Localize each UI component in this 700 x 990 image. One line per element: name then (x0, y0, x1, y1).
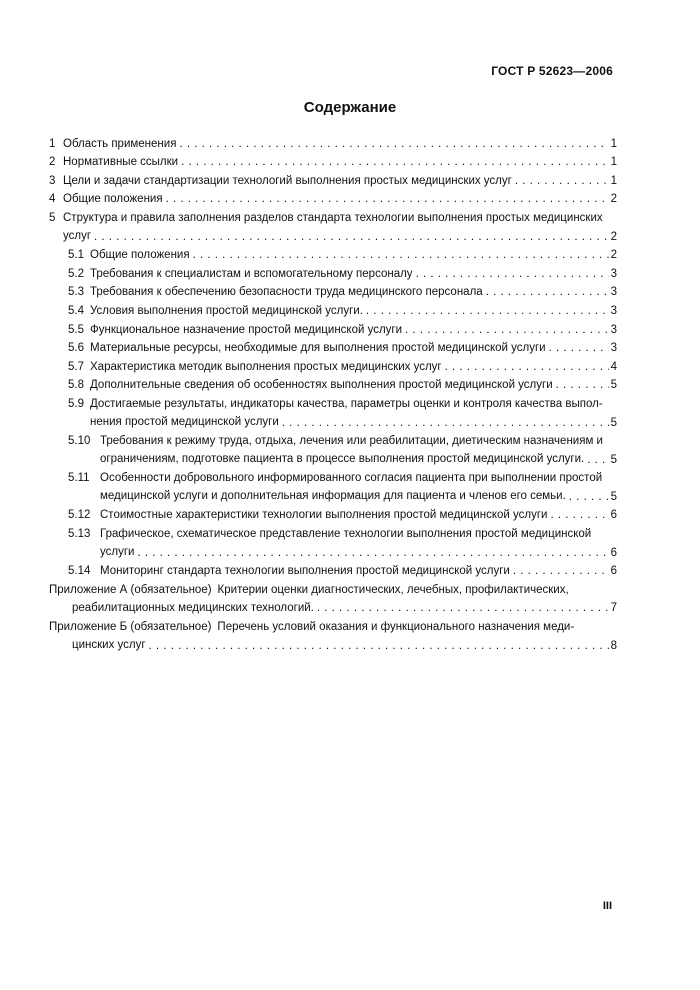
toc-entry-page: 2 (610, 249, 617, 262)
toc-entry-title: Дополнительные сведения об особенностях выполнения простой медицинской услуги (90, 379, 553, 392)
toc-entry[interactable] (49, 524, 617, 561)
toc-entry[interactable] (49, 171, 617, 190)
toc-entry-page: 3 (610, 304, 617, 317)
toc-entry-page: 5 (610, 379, 617, 392)
toc-entry-title: Условия выполнения простой медицинской услуги. (90, 304, 363, 317)
toc-entry-title: Характеристика методик выполнения простых медицинских услуг (90, 360, 442, 373)
toc-entry-title: Нормативные ссылки (63, 156, 179, 169)
toc-entry-title-continued: реабилитационных медицинских технологий. (72, 601, 314, 614)
toc-entry-title: Общие положения (90, 249, 190, 262)
toc-entry[interactable] (49, 264, 617, 283)
toc-entry-page: 8 (610, 639, 617, 652)
toc-entry-number: 5 (49, 211, 56, 224)
toc-entry-number: 5.5 (68, 323, 84, 336)
toc-entry[interactable] (49, 339, 617, 358)
toc-entry-number: 5.7 (68, 360, 84, 373)
toc-entry-title-continued: услуги (100, 546, 135, 559)
toc-entry-number: 5.8 (68, 379, 84, 392)
toc-entry-page: 5 (610, 490, 617, 503)
toc-entry-title: Общие положения (63, 193, 163, 206)
toc-entry-number: 2 (49, 156, 56, 169)
toc-entry-title: Особенности добровольного информированного согласия пациента при выполнении простой (100, 472, 603, 485)
toc-entry[interactable] (49, 246, 617, 265)
toc-entry-title: Перечень условий оказания и функционального назначения меди- (217, 621, 575, 634)
toc-entry-appendix[interactable] (49, 617, 617, 654)
toc-entry[interactable] (49, 190, 617, 209)
toc-entry-number: 5.2 (68, 267, 84, 280)
toc-entry-page: 6 (610, 546, 617, 559)
toc-entry[interactable] (49, 432, 617, 469)
toc-entry-page: 3 (610, 267, 617, 280)
toc-entry-title: Требования к обеспечению безопасности труда медицинского персонала (90, 286, 483, 299)
toc-entry[interactable] (49, 376, 617, 395)
toc-entry-page: 6 (610, 565, 617, 578)
toc-entry-title-continued: услуг (63, 229, 92, 242)
toc-entry-title-continued: нения простой медицинской услуги (90, 415, 279, 428)
toc-entry-title: Стоимостные характеристики технологии выполнения простой медицинской услуги (100, 509, 548, 522)
document-code: ГОСТ Р 52623—2006 (491, 64, 613, 78)
toc-entry-page: 7 (610, 602, 617, 615)
toc-entry-page: 3 (610, 342, 617, 355)
toc-entry-title: Функциональное назначение простой медицинской услуги (90, 323, 403, 336)
toc-entry-number: Приложение А (обязательное) (49, 583, 212, 596)
toc-entry-page: 1 (610, 156, 617, 169)
toc-entry-title: Область применения (63, 137, 177, 150)
toc-entry-number: 5.12 (68, 509, 91, 522)
toc-entry-title: Цели и задачи стандартизации технологий выполнения простых медицинских услуг (63, 174, 512, 187)
toc-entry-number: Приложение Б (обязательное) (49, 621, 212, 634)
toc-entry-page: 3 (610, 323, 617, 336)
toc-entry[interactable] (49, 394, 617, 431)
toc-entry-page: 4 (610, 360, 617, 373)
toc-entry-number: 5.6 (68, 342, 84, 355)
toc-entry[interactable] (49, 320, 617, 339)
toc-entry-number: 3 (49, 174, 56, 187)
table-of-contents (49, 134, 617, 655)
toc-entry-page: 6 (610, 509, 617, 522)
toc-entry-number: 5.4 (68, 304, 84, 317)
toc-entry-title-continued: ограничениям, подготовке пациента в процессе выполнения простой медицинской услуги. (100, 453, 585, 466)
toc-entry-number: 4 (49, 193, 56, 206)
toc-entry[interactable] (49, 469, 617, 506)
toc-entry[interactable] (49, 506, 617, 525)
toc-entry-number: 5.10 (68, 435, 91, 448)
toc-entry-number: 5.3 (68, 286, 84, 299)
toc-entry[interactable] (49, 562, 617, 581)
toc-entry-page: 3 (610, 286, 617, 299)
page-number: III (602, 900, 612, 912)
toc-entry-number: 5.13 (68, 528, 91, 541)
toc-entry-appendix[interactable] (49, 580, 617, 617)
toc-entry-page: 2 (610, 193, 617, 206)
toc-entry[interactable] (49, 208, 617, 245)
toc-entry-page: 1 (610, 137, 617, 150)
toc-entry-title-continued: цинских услуг (72, 639, 146, 652)
toc-entry-title: Достигаемые результаты, индикаторы качества, параметры оценки и контроля качества выпол- (90, 397, 603, 410)
toc-entry-number: 1 (49, 137, 56, 150)
toc-entry-title-continued: медицинской услуги и дополнительная информация для пациента и членов его семьи. (100, 490, 566, 503)
toc-entry-page: 5 (610, 453, 617, 466)
toc-entry-title: Структура и правила заполнения разделов стандарта технологии выполнения простых медицинских (63, 211, 603, 224)
toc-entry-title: Мониторинг стандарта технологии выполнения простой медицинской услуги (100, 565, 510, 578)
toc-entry-title: Требования к режиму труда, отдыха, лечения или реабилитации, диетическим назначениям и (100, 435, 603, 448)
toc-entry-page: 2 (610, 230, 617, 243)
toc-entry-page: 5 (610, 416, 617, 429)
toc-entry-page: 1 (610, 174, 617, 187)
toc-entry-title: Требования к специалистам и вспомогательному персоналу (90, 267, 413, 280)
toc-entry-title: Материальные ресурсы, необходимые для выполнения простой медицинской услуги (90, 342, 546, 355)
toc-entry[interactable] (49, 283, 617, 302)
toc-entry-number: 5.1 (68, 249, 84, 262)
toc-entry[interactable] (49, 301, 617, 320)
toc-entry[interactable] (49, 153, 617, 172)
toc-entry[interactable] (49, 357, 617, 376)
toc-entry-number: 5.11 (68, 472, 90, 485)
toc-entry-number: 5.9 (68, 397, 84, 410)
toc-entry-title: Критерии оценки диагностических, лечебных, профилактических, (217, 583, 569, 596)
toc-entry[interactable] (49, 134, 617, 153)
toc-entry-number: 5.14 (68, 565, 91, 578)
page-title: Содержание (303, 99, 397, 116)
toc-entry-title: Графическое, схематическое представление технологии выполнения простой медицинской (100, 528, 592, 541)
